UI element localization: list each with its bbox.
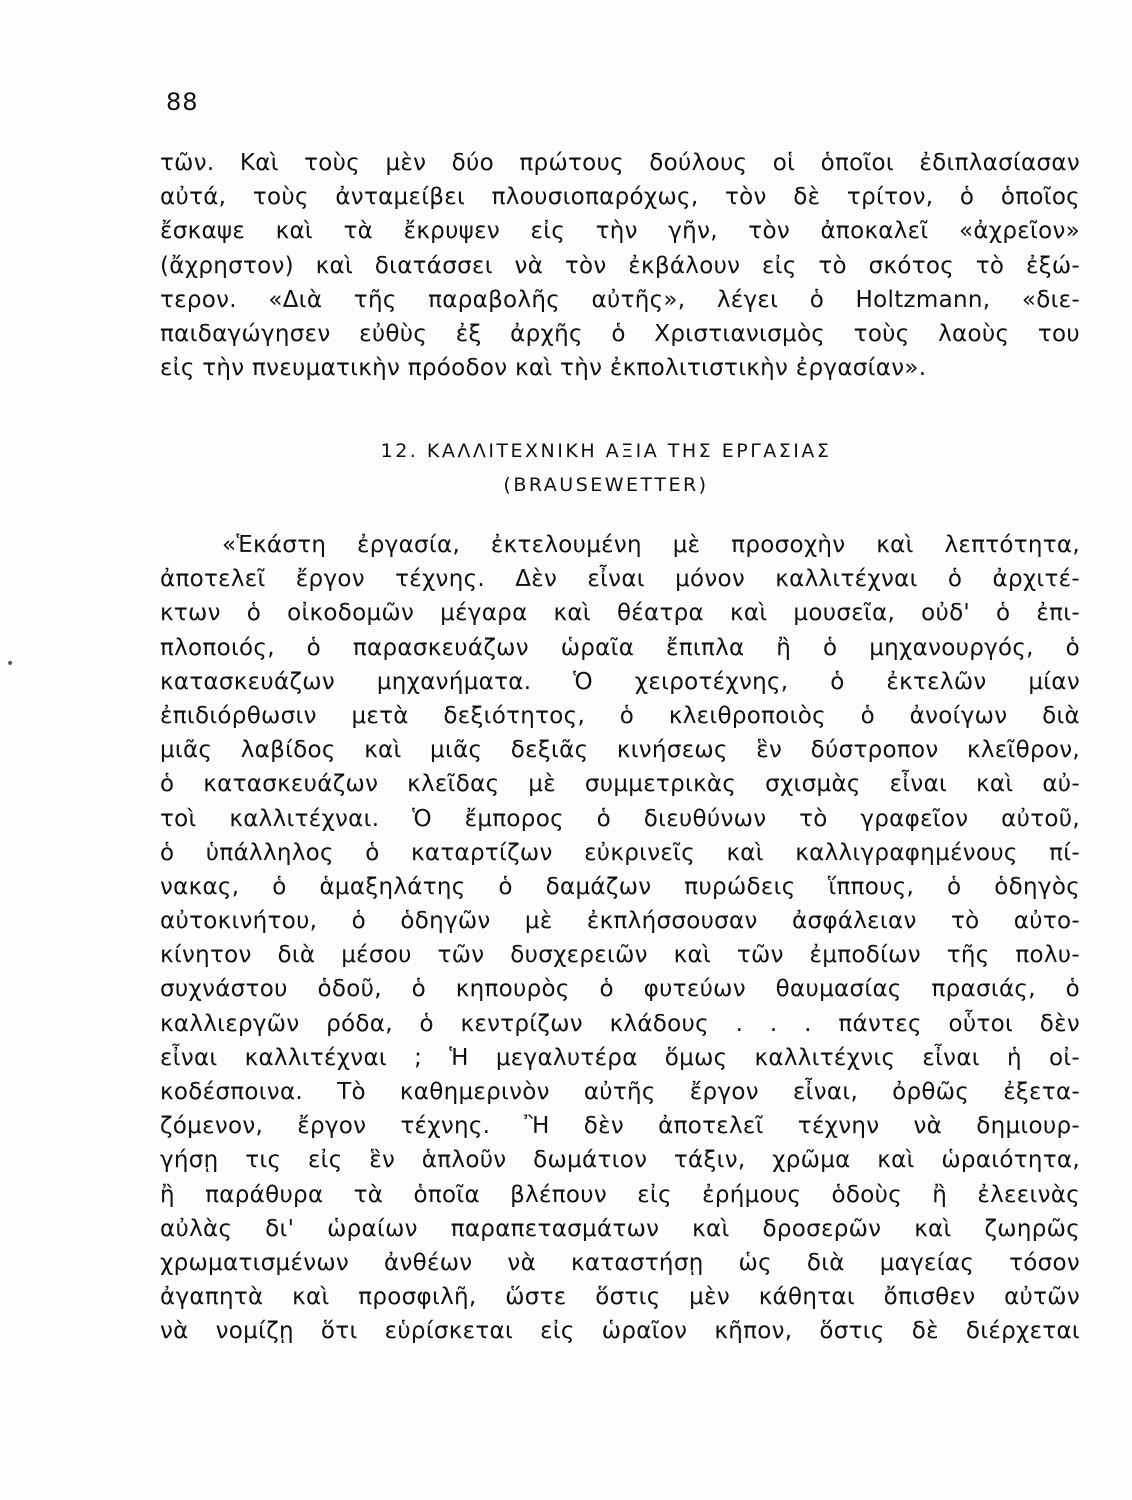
text-line: πλοποιός, ὁ παρασκευάζων ὡραῖα ἔπιπλα ἢ ὁ μηχανουργός, ὁ	[160, 634, 1080, 661]
text-line: κτων ὁ οἰκοδομῶν μέγαρα καὶ θέατρα καὶ μουσεῖα, οὐδ' ὁ ἐπι-	[160, 600, 1080, 627]
text-line: τερον. «Διὰ τῆς παραβολῆς αὐτῆς», λέγει ὁ Holtzmann, «διε-	[160, 286, 1080, 313]
text-line: τοὶ καλλιτέχναι. Ὁ ἔμπορος ὁ διευθύνων τὸ γραφεῖον αὐτοῦ,	[160, 805, 1080, 832]
text-line: ἀποτελεῖ ἔργον τέχνης. Δὲν εἶναι μόνον καλλιτέχναι ὁ ἀρχιτέ-	[160, 566, 1080, 593]
text-line: μιᾶς λαβίδος καὶ μιᾶς δεξιᾶς κινήσεως ἓν δύστροπον κλεῖθρον,	[160, 737, 1080, 764]
text-line: ἢ παράθυρα τὰ ὁποῖα βλέπουν εἰς ἐρήμους ὁδοὺς ἢ ἐλεεινὰς	[160, 1181, 1080, 1208]
text-line: κατασκευάζων μηχανήματα. Ὁ χειροτέχνης, ὁ ἐκτελῶν μίαν	[160, 668, 1080, 695]
text-line: χρωματισμένων ἀνθέων νὰ καταστήσῃ ὡς διὰ μαγείας τόσον	[160, 1249, 1080, 1276]
text-line: (ἄχρηστον) καὶ διατάσσει νὰ τὸν ἐκβάλουν εἰς τὸ σκότος τὸ ἐξώ-	[160, 252, 1080, 279]
text-line: ἐπιδιόρθωσιν μετὰ δεξιότητος, ὁ κλειθροποιὸς ὁ ἀνοίγων διὰ	[160, 702, 1080, 729]
text-line: εἶναι καλλιτέχναι ; Ἡ μεγαλυτέρα ὅμως καλλιτέχνις εἶναι ἡ οἰ-	[160, 1044, 1080, 1071]
body-paragraph	[160, 528, 1080, 1349]
text-line: παιδαγώγησεν εὐθὺς ἐξ ἀρχῆς ὁ Χριστιανισμὸς τοὺς λαοὺς του	[160, 320, 1080, 347]
text-line: ἔσκαψε καὶ τὰ ἔκρυψεν εἰς τὴν γῆν, τὸν ἀποκαλεῖ «ἀχρεῖον»	[160, 218, 1080, 245]
text-line: ζόμενον, ἔργον τέχνης. Ἢ δὲν ἀποτελεῖ τέχνην νὰ δημιουρ-	[160, 1113, 1080, 1140]
text-line: τῶν. Καὶ τοὺς μὲν δύο πρώτους δούλους οἱ ὁποῖοι ἐδιπλασίασαν	[160, 150, 1080, 176]
text-line: «Ἑκάστη ἐργασία, ἐκτελουμένη μὲ προσοχὴν καὶ λεπτότητα,	[222, 532, 1080, 558]
text-line: κίνητον διὰ μέσου τῶν δυσχερειῶν καὶ τῶν ἐμποδίων τῆς πολυ-	[160, 942, 1080, 969]
text-line: αὐτοκινήτου, ὁ ὁδηγῶν μὲ ἐκπλήσσουσαν ἀσφάλειαν τὸ αὐτο-	[160, 908, 1080, 935]
text-line: αὐλὰς δι' ὡραίων παραπετασμάτων καὶ δροσερῶν καὶ ζωηρῶς	[160, 1215, 1080, 1242]
text-line: ὁ κατασκευάζων κλεῖδας μὲ συμμετρικὰς σχισμὰς εἶναι καὶ αὐ-	[160, 771, 1080, 798]
text-line: ἀγαπητὰ καὶ προσφιλῆ, ὥστε ὅστις μὲν κάθηται ὄπισθεν αὐτῶν	[160, 1284, 1080, 1311]
text-line: συχνάστου ὁδοῦ, ὁ κηπουρὸς ὁ φυτεύων θαυμασίας πρασιάς, ὁ	[160, 976, 1080, 1003]
text-line: καλλιεργῶν ρόδα, ὁ κεντρίζων κλάδους . . . πάντες οὗτοι δὲν	[160, 1010, 1080, 1037]
text-line: αὐτά, τοὺς ἀνταμείβει πλουσιοπαρόχως, τὸν δὲ τρίτον, ὁ ὁποῖος	[160, 184, 1080, 211]
text-line: ὁ ὑπάλληλος ὁ καταρτίζων εὐκρινεῖς καὶ καλλιγραφημένους πί-	[160, 839, 1080, 866]
text-line: γήσῃ τις εἰς ἓν ἁπλοῦν δωμάτιον τάξιν, χρῶμα καὶ ὡραιότητα,	[160, 1147, 1080, 1174]
text-line: κοδέσποινα. Τὸ καθημερινὸν αὐτῆς ἔργον εἶναι, ὀρθῶς ἐξετα-	[160, 1079, 1080, 1105]
text-line: νακας, ὁ ἁμαξηλάτης ὁ δαμάζων πυρώδεις ἵππους, ὁ ὁδηγὸς	[160, 873, 1080, 900]
section-title: 12. ΚΑΛΛΙΤΕΧΝΙΚΗ ΑΞΙΑ ΤΗΣ ΕΡΓΑΣΙΑΣ	[380, 440, 832, 462]
text-line: εἰς τὴν πνευματικὴν πρόοδον καὶ τὴν ἐκπολιτιστικὴν ἐργασίαν».	[160, 355, 927, 382]
text-line: νὰ νομίζῃ ὅτι εὑρίσκεται εἰς ὡραῖον κῆπον, ὅστις δὲ διέρχεται	[160, 1318, 1080, 1345]
section-subtitle: (BRAUSEWETTER)	[503, 474, 709, 496]
page-number: 88	[166, 88, 199, 116]
intro-paragraph	[160, 146, 1080, 385]
margin-mark: •	[6, 656, 15, 672]
